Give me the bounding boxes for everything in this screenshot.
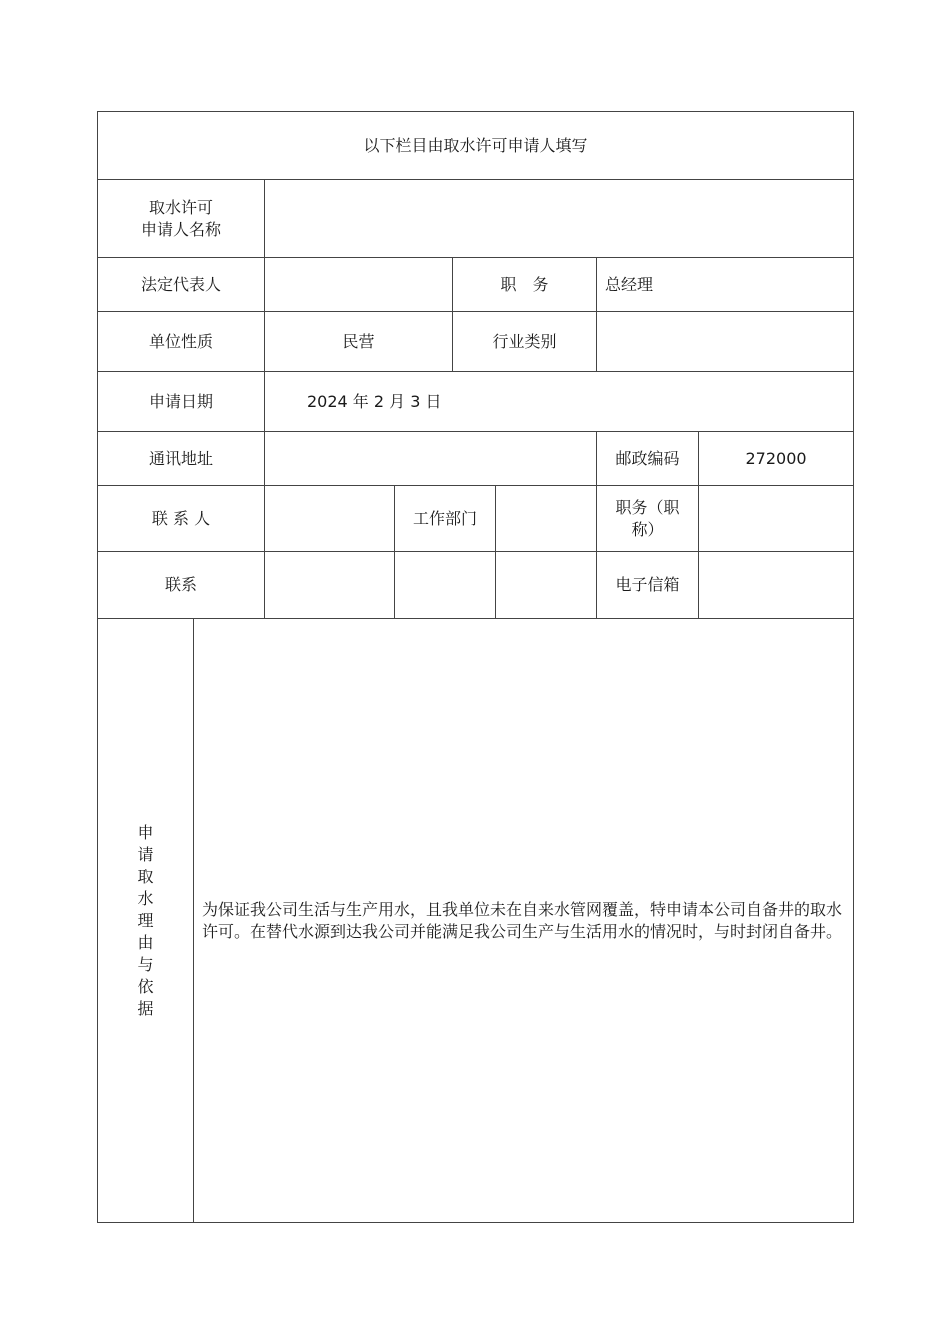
- phone-label: 联系: [98, 552, 265, 619]
- applicant-name-label: [98, 180, 265, 258]
- industry-label: 行业类别: [453, 312, 597, 372]
- phone-field-3[interactable]: [496, 552, 597, 619]
- application-table: [97, 111, 854, 1223]
- applicant-name-label-line2: 申请人名称: [140, 219, 221, 239]
- unit-type-label: 单位性质: [98, 312, 265, 372]
- applicant-name-field[interactable]: [265, 180, 854, 258]
- address-label: 通讯地址: [98, 432, 265, 486]
- apply-date-label: 申请日期: [98, 372, 265, 432]
- water-permit-form: [97, 111, 853, 1222]
- department-label: 工作部门: [395, 486, 496, 552]
- industry-field[interactable]: [597, 312, 854, 372]
- position-label: 职 务: [453, 258, 597, 312]
- department-field[interactable]: [496, 486, 597, 552]
- apply-date-field[interactable]: 2024 年 2 月 3 日: [265, 372, 854, 432]
- form-header: 以下栏目由取水许可申请人填写: [98, 112, 854, 180]
- reason-label-char: 与: [137, 954, 154, 974]
- phone-field-1[interactable]: [265, 552, 395, 619]
- legal-rep-label: 法定代表人: [98, 258, 265, 312]
- reason-label-char: 据: [137, 998, 154, 1018]
- postcode-label: 邮政编码: [597, 432, 699, 486]
- postcode-field[interactable]: 272000: [699, 432, 854, 486]
- email-label: 电子信箱: [597, 552, 699, 619]
- reason-text[interactable]: 为保证我公司生活与生产用水，且我单位未在自来水管网覆盖，特申请本公司自备井的取水许可。在替代水源到达我公司并能满足我公司生产与生活用水的情况时，与时封闭自备井。: [194, 619, 854, 1223]
- reason-label-char: 水: [137, 888, 154, 908]
- reason-label: [98, 619, 194, 1223]
- phone-field-2[interactable]: [395, 552, 496, 619]
- contact-label: 联 系 人: [98, 486, 265, 552]
- reason-label-char: 申: [137, 822, 154, 842]
- contact-field[interactable]: [265, 486, 395, 552]
- reason-label-char: 请: [137, 844, 154, 864]
- reason-label-char: 理: [137, 910, 154, 930]
- unit-type-field[interactable]: 民营: [265, 312, 453, 372]
- applicant-name-label-line1: 取水许可: [148, 197, 213, 217]
- reason-label-char: 取: [137, 866, 154, 886]
- reason-label-char: 依: [137, 976, 154, 996]
- email-field[interactable]: [699, 552, 854, 619]
- position-field[interactable]: 总经理: [597, 258, 854, 312]
- title-field[interactable]: [699, 486, 854, 552]
- legal-rep-field[interactable]: [265, 258, 453, 312]
- reason-label-char: 由: [137, 932, 154, 952]
- address-field[interactable]: [265, 432, 597, 486]
- title-label: 职务（职称）: [597, 486, 699, 552]
